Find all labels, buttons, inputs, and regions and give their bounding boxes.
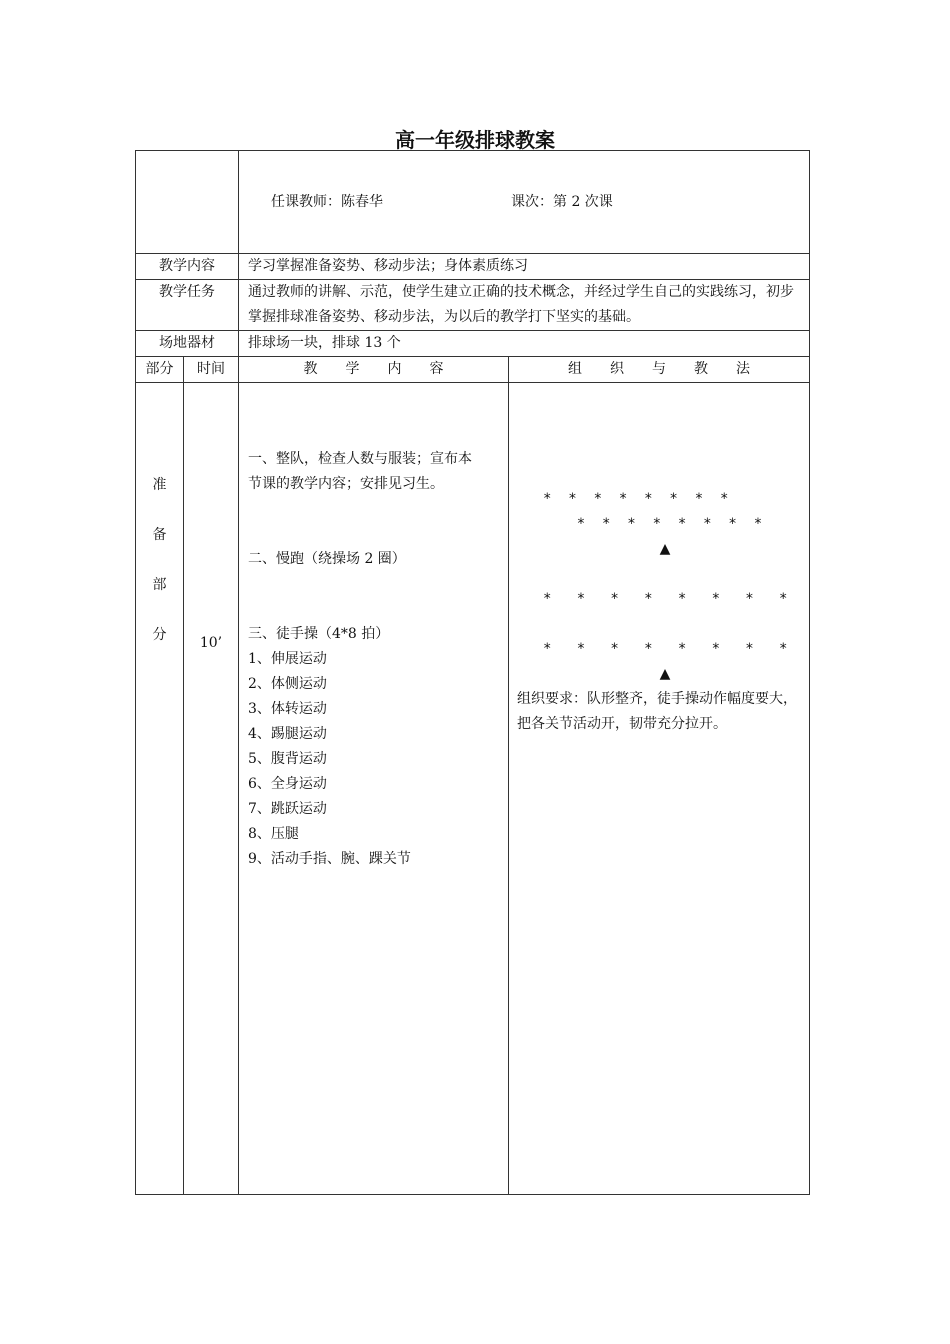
col-time: 时间 [184, 357, 239, 383]
exercise-item: 6、全身运动 [248, 776, 327, 792]
teacher-row [136, 151, 810, 254]
content-value: 学习掌握准备姿势、移动步法；身体素质练习 [239, 254, 810, 280]
col-method: 组 织 与 教 法 [509, 357, 810, 383]
page-title: 高一年级排球教案 [395, 128, 555, 152]
exercise-item: 4、踢腿运动 [248, 726, 327, 742]
column-header-row [136, 357, 810, 383]
teacher-position-icon: ▲ [659, 541, 671, 557]
formation-row-3: * * * * * * * * [543, 591, 788, 607]
formation-row-2: * * * * * * * * [543, 516, 763, 532]
content-label: 教学内容 [136, 254, 239, 280]
method-cell [509, 383, 810, 1195]
item-2: 二、慢跑（绕操场 2 圈） [248, 551, 406, 567]
section-row [136, 383, 810, 1195]
teacher-name: 任课教师：陈春华 [271, 193, 383, 210]
teacher-cell [239, 151, 810, 254]
exercise-item: 1、伸展运动 [248, 651, 327, 667]
content-row [136, 254, 810, 280]
formation-row-1: * * * * * * * * [543, 491, 729, 507]
exercise-item: 2、体侧运动 [248, 676, 327, 692]
organization-requirement: 组织要求：队形整齐，徒手操动作幅度要大，把各关节活动开，韧带充分拉开。 [517, 691, 797, 732]
part-char: 分 [152, 627, 167, 643]
exercise-item: 5、腹背运动 [248, 751, 327, 767]
item-1b: 节课的教学内容；安排见习生。 [248, 476, 444, 492]
exercise-item: 7、跳跃运动 [248, 801, 327, 817]
venue-row [136, 331, 810, 357]
item-3: 三、徒手操（4*8 拍） [248, 626, 390, 642]
part-char: 部 [152, 577, 167, 593]
blank-cell [136, 151, 239, 254]
venue-label: 场地器材 [136, 331, 239, 357]
formation-row-4: * * * * * * * * [543, 641, 788, 657]
teacher-position-icon: ▲ [659, 666, 671, 682]
task-label: 教学任务 [136, 280, 239, 331]
time-cell: 10’ [184, 383, 239, 1195]
task-row [136, 280, 810, 331]
part-char: 备 [152, 527, 167, 543]
exercise-item: 9、活动手指、腕、踝关节 [248, 851, 411, 867]
part-cell [136, 383, 184, 1195]
col-content: 教 学 内 容 [239, 357, 509, 383]
lesson-number: 课次：第 2 次课 [511, 193, 613, 210]
task-value: 通过教师的讲解、示范，使学生建立正确的技术概念，并经过学生自己的实践练习，初步掌握排球准备姿势、移动步法，为以后的教学打下坚实的基础。 [239, 280, 810, 331]
lesson-plan-table [135, 150, 810, 1195]
exercise-item: 8、压腿 [248, 826, 299, 842]
item-1a: 一、整队，检查人数与服装；宣布本 [248, 451, 472, 467]
exercise-item: 3、体转运动 [248, 701, 327, 717]
venue-value: 排球场一块，排球 13 个 [239, 331, 810, 357]
content-cell [239, 383, 509, 1195]
col-part: 部分 [136, 357, 184, 383]
part-char: 准 [152, 477, 167, 493]
